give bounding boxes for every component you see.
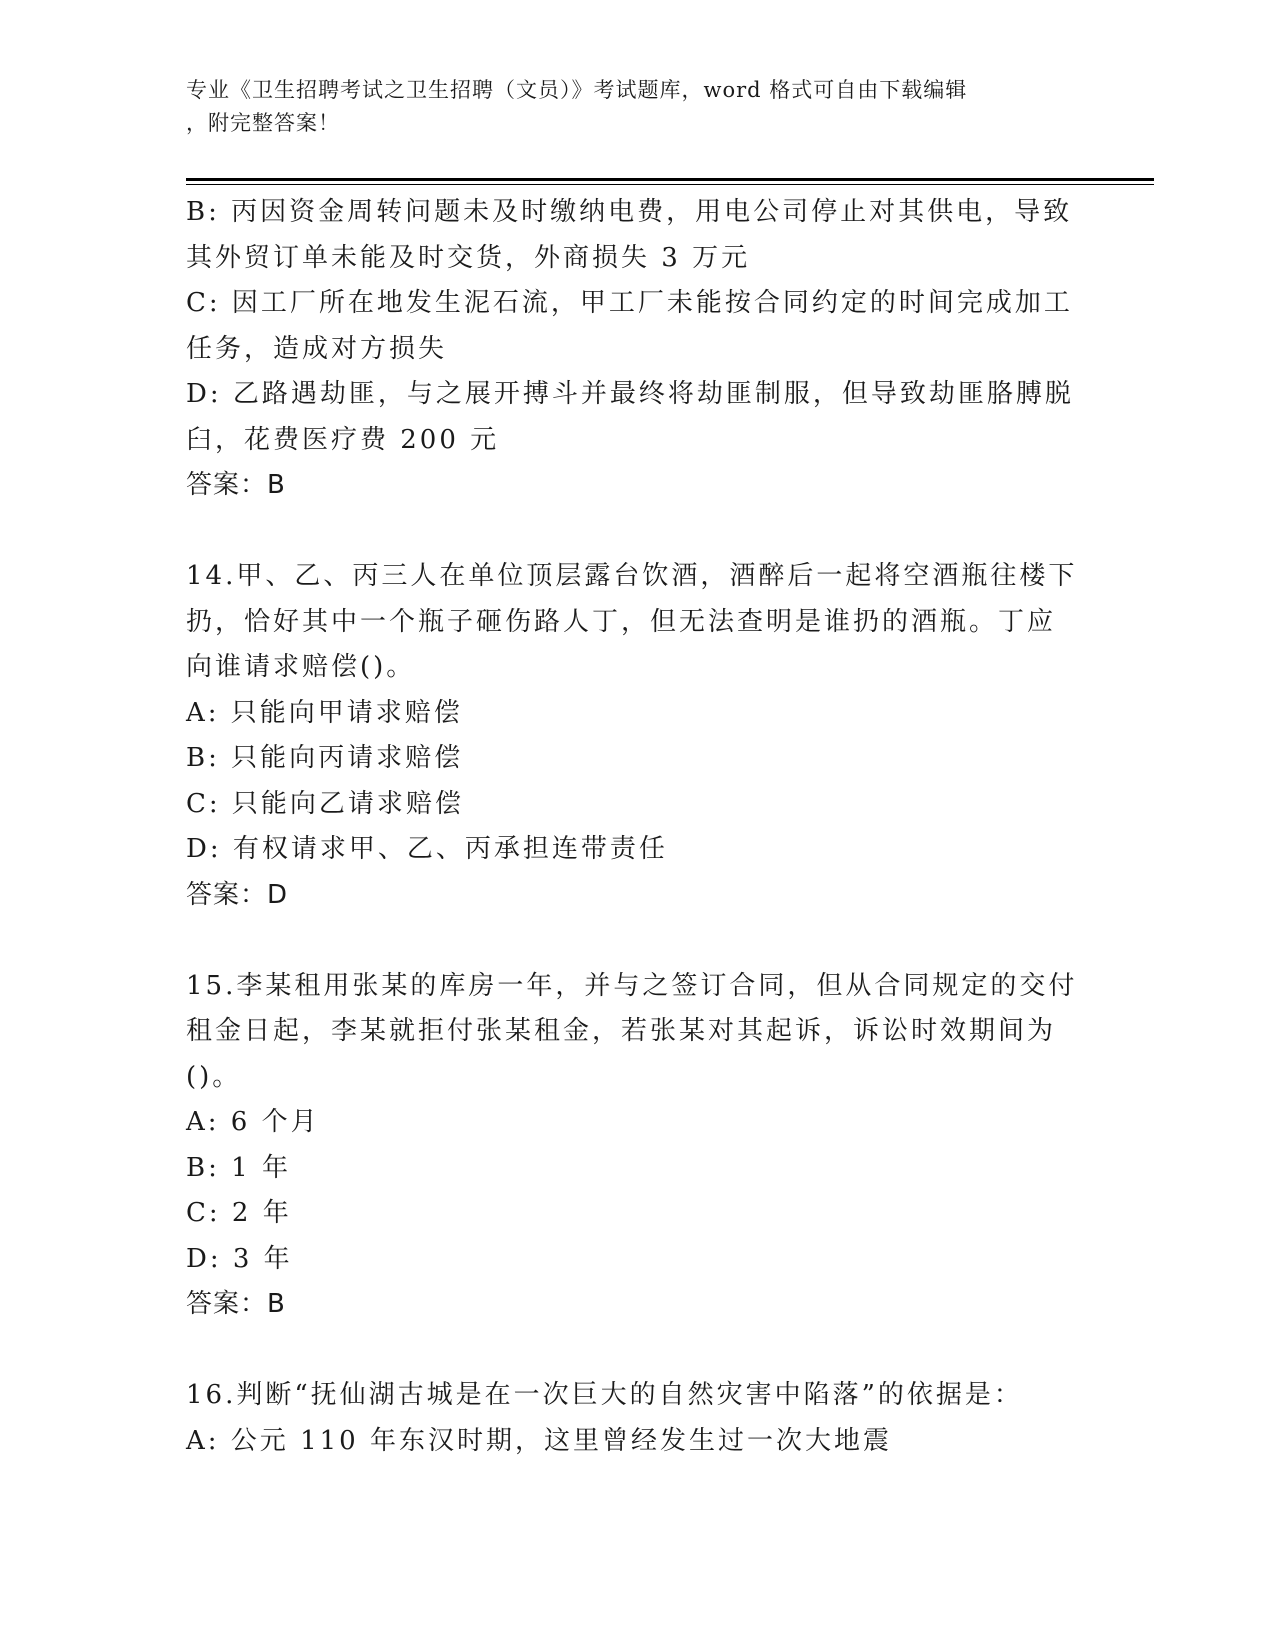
question-15 (186, 964, 1086, 1328)
option-a: A: 只能向甲请求赔偿 (186, 697, 463, 728)
question-stem-line-2: 扔，恰好其中一个瓶子砸伤路人丁，但无法查明是谁扔的酒瓶。丁应 (186, 606, 1057, 637)
option-b-line-2: 其外贸订单未能及时交货，外商损失 3 万元 (186, 242, 751, 273)
document-header (186, 74, 1066, 140)
option-c: C: 只能向乙请求赔偿 (186, 788, 464, 819)
question-gap (186, 509, 1086, 555)
header-line-2: ，附完整答案！ (186, 111, 340, 135)
document-body (186, 190, 1086, 1464)
option-a: A: 6 个月 (186, 1107, 320, 1137)
option-a: A: 公元 110 年东汉时期，这里曾经发生过一次大地震 (186, 1425, 892, 1456)
answer-line: 答案：B (186, 470, 286, 500)
question-14 (186, 554, 1086, 918)
question-gap (186, 918, 1086, 964)
option-d-line-2: 臼，花费医疗费 200 元 (186, 424, 500, 455)
option-c-line-1: C: 因工厂所在地发生泥石流，甲工厂未能按合同约定的时间完成加工 (186, 288, 1073, 318)
option-d-line-1: D: 乙路遇劫匪，与之展开搏斗并最终将劫匪制服，但导致劫匪胳膊脱 (186, 379, 1074, 409)
header-line-1: 专业《卫生招聘考试之卫生招聘（文员）》考试题库，word 格式可自由下载编辑 (186, 78, 968, 102)
option-b: B: 1 年 (186, 1152, 291, 1183)
header-rule-thick (186, 178, 1154, 181)
question-stem-line-1: 15.李某租用张某的库房一年，并与之签订合同，但从合同规定的交付 (186, 970, 1078, 1001)
option-c: C: 2 年 (186, 1198, 292, 1228)
option-d: D: 3 年 (186, 1243, 293, 1274)
header-rule-thin (186, 184, 1154, 185)
option-b-line-1: B: 丙因资金周转问题未及时缴纳电费，用电公司停止对其供电，导致 (186, 197, 1073, 227)
answer-line: 答案：D (186, 879, 289, 910)
question-13-tail (186, 190, 1086, 509)
option-c-line-2: 任务，造成对方损失 (186, 333, 448, 364)
question-16 (186, 1373, 1086, 1464)
question-gap (186, 1328, 1086, 1374)
question-stem-line-2: 租金日起，李某就拒付张某租金，若张某对其起诉，诉讼时效期间为 (186, 1016, 1057, 1046)
question-stem-line-3: 向谁请求赔偿()。 (186, 652, 416, 682)
question-stem-line-3: ()。 (186, 1061, 242, 1092)
option-d: D: 有权请求甲、乙、丙承担连带责任 (186, 834, 668, 864)
option-b: B: 只能向丙请求赔偿 (186, 743, 464, 773)
answer-line: 答案：B (186, 1289, 286, 1319)
question-stem-line-1: 16.判断“抚仙湖古城是在一次巨大的自然灾害中陷落”的依据是： (186, 1380, 1023, 1410)
question-stem-line-1: 14.甲、乙、丙三人在单位顶层露台饮酒，酒醉后一起将空酒瓶往楼下 (186, 561, 1078, 591)
